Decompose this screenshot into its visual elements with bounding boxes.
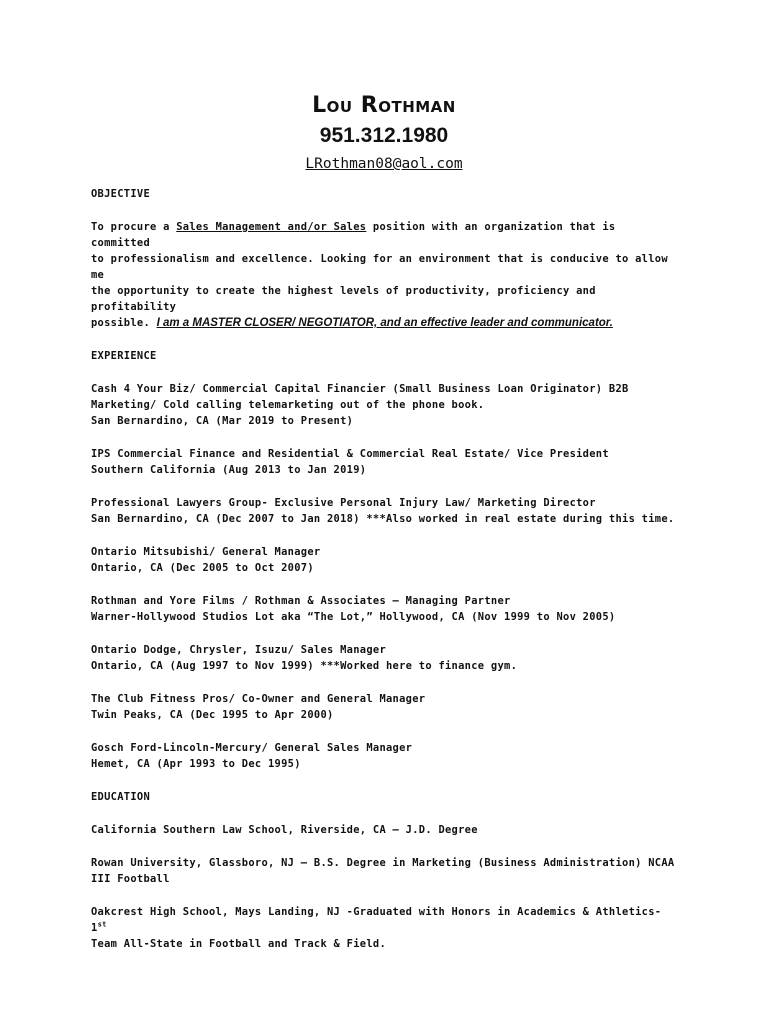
objective-target-role: Sales Management and/or Sales <box>176 221 367 233</box>
ordinal-suffix: st <box>97 920 107 929</box>
experience-line: Professional Lawyers Group- Exclusive Personal Injury Law/ Marketing Director <box>91 497 596 509</box>
experience-line: San Bernardino, CA (Mar 2019 to Present) <box>91 415 354 427</box>
education-heading: EDUCATION <box>91 791 151 803</box>
education-entry <box>91 904 681 952</box>
objective-paragraph <box>91 219 681 331</box>
experience-line: Cash 4 Your Biz/ Commercial Capital Financier (Small Business Loan Originator) B2B <box>91 383 629 395</box>
education-line-text: Oakcrest High School, Mays Landing, NJ -Graduated with Honors in Academics & Athletics- 1 <box>91 906 662 934</box>
objective-emphasis: I am a MASTER CLOSER/ NEGOTIATOR, and an effective leader and communicator. <box>156 317 613 329</box>
candidate-email-link[interactable]: LRothman08@aol.com <box>305 156 463 172</box>
experience-line: Gosch Ford-Lincoln-Mercury/ General Sales Manager <box>91 742 413 754</box>
experience-line: Warner-Hollywood Studios Lot aka “The Lot,” Hollywood, CA (Nov 1999 to Nov 2005) <box>91 611 616 623</box>
experience-line: Hemet, CA (Apr 1993 to Dec 1995) <box>91 758 301 770</box>
education-line: California Southern Law School, Riverside, CA – J.D. Degree <box>91 824 478 836</box>
experience-heading: EXPERIENCE <box>91 350 157 362</box>
objective-line-1-post: position with an organization that is committed <box>91 221 616 249</box>
experience-entry <box>91 642 681 674</box>
objective-line-1 <box>91 219 681 251</box>
experience-line: Rothman and Yore Films / Rothman & Associates – Managing Partner <box>91 595 511 607</box>
education-line <box>91 904 681 936</box>
experience-line: Ontario, CA (Dec 2005 to Oct 2007) <box>91 562 314 574</box>
objective-line-2: to professionalism and excellence. Looking for an environment that is conducive to allow me <box>91 253 668 281</box>
education-line: III Football <box>91 873 170 885</box>
experience-entry <box>91 593 681 625</box>
experience-line: Marketing/ Cold calling telemarketing out of the phone book. <box>91 399 485 411</box>
experience-line: IPS Commercial Finance and Residential & Commercial Real Estate/ Vice President <box>91 448 609 460</box>
experience-list <box>91 381 681 789</box>
objective-line-4 <box>91 315 681 331</box>
objective-line-3: the opportunity to create the highest levels of productivity, proficiency and profitability <box>91 285 596 313</box>
experience-line: The Club Fitness Pros/ Co-Owner and General Manager <box>91 693 426 705</box>
objective-line-1-pre: To procure a <box>91 221 177 233</box>
candidate-name: Lou Rothman <box>312 93 456 118</box>
education-line: Rowan University, Glassboro, NJ – B.S. Degree in Marketing (Business Administration) NCAA <box>91 857 675 869</box>
candidate-phone: 951.312.1980 <box>319 124 449 147</box>
experience-line: Ontario Dodge, Chrysler, Isuzu/ Sales Manager <box>91 644 387 656</box>
experience-line: Southern California (Aug 2013 to Jan 2019) <box>91 464 367 476</box>
objective-line-4-pre: possible. <box>91 317 157 329</box>
experience-entry <box>91 495 681 527</box>
experience-entry <box>91 544 681 576</box>
resume-header <box>0 92 768 174</box>
objective-heading: OBJECTIVE <box>91 188 151 200</box>
experience-entry <box>91 381 681 429</box>
experience-line: Twin Peaks, CA (Dec 1995 to Apr 2000) <box>91 709 334 721</box>
experience-entry <box>91 446 681 478</box>
experience-line: Ontario, CA (Aug 1997 to Nov 1999) ***Worked here to finance gym. <box>91 660 518 672</box>
education-entry <box>91 822 681 838</box>
resume-body <box>91 186 681 952</box>
experience-line: Ontario Mitsubishi/ General Manager <box>91 546 321 558</box>
education-line: Team All-State in Football and Track & Field. <box>91 938 387 950</box>
education-entry <box>91 855 681 887</box>
experience-entry <box>91 740 681 772</box>
experience-entry <box>91 691 681 723</box>
experience-line: San Bernardino, CA (Dec 2007 to Jan 2018) ***Also worked in real estate during this time. <box>91 513 675 525</box>
